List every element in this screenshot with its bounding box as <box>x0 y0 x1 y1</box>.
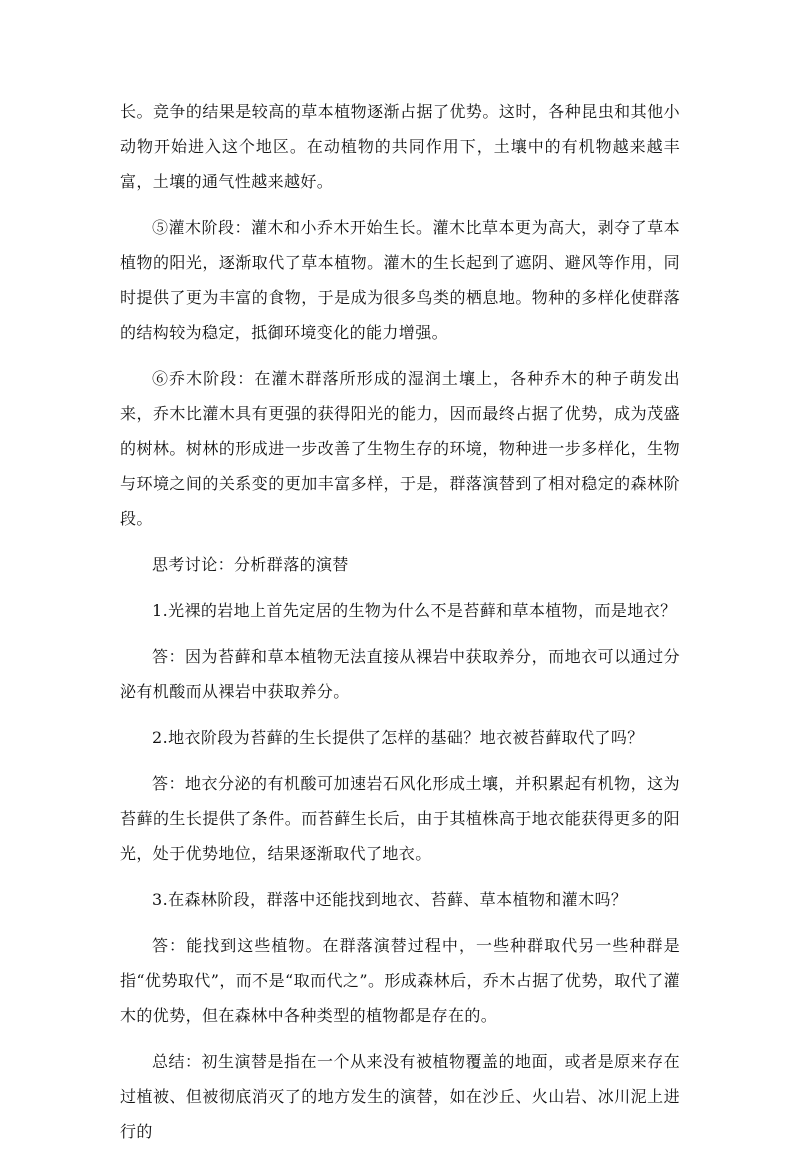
discussion-heading: 思考讨论：分析群落的演替 <box>152 555 349 574</box>
paragraph-tree-stage: ⑥乔木阶段：在灌木群落所形成的湿润土壤上，各种乔木的种子萌发出来，乔木比灌木具有更强的获得阳光的能力，因而最终占据了优势，成为茂盛的树林。树林的形成进一步改善了生物生存的环境，物种进一步多样化，生物与环境之间的关系变的更加丰富多样，于是，群落演替到了相对稳定的森林阶段。 <box>120 369 680 528</box>
paragraph-grassland-continuation: 长。竞争的结果是较高的草本植物逐渐占据了优势。这时，各种昆虫和其他小动物开始进入这个地区。在动植物的共同作用下，土壤中的有机物越来越丰富，土壤的通气性越来越好。 <box>120 102 680 191</box>
question-1: 1.光裸的岩地上首先定居的生物为什么不是苔藓和草本植物，而是地衣？ <box>152 601 677 620</box>
question-3: 3.在森林阶段，群落中还能找到地衣、苔藓、草本植物和灌木吗？ <box>152 890 628 909</box>
answer-1: 答：因为苔藓和草本植物无法直接从裸岩中获取养分，而地衣可以通过分泌有机酸而从裸岩中获取养分。 <box>120 647 680 701</box>
summary-paragraph: 总结：初生演替是指在一个从来没有被植物覆盖的地面，或者是原来存在过植被、但被彻底消灭了的地方发生的演替，如在沙丘、火山岩、冰川泥上进行的 <box>120 1052 680 1141</box>
answer-2: 答：地衣分泌的有机酸可加速岩石风化形成土壤，并积累起有机物，这为苔藓的生长提供了条件。而苔藓生长后，由于其植株高于地衣能获得更多的阳光，处于优势地位，结果逐渐取代了地衣。 <box>120 774 680 863</box>
question-2: 2.地衣阶段为苔藓的生长提供了怎样的基础？地衣被苔藓取代了吗？ <box>152 728 644 747</box>
document-page <box>120 94 680 1149</box>
answer-3: 答：能找到这些植物。在群落演替过程中，一些种群取代另一些种群是指“优势取代”，而不是“取而代之”。形成森林后，乔木占据了优势，取代了灌木的优势，但在森林中各种类型的植物都是存在的。 <box>120 936 680 1025</box>
paragraph-shrub-stage: ⑤灌木阶段：灌木和小乔木开始生长。灌木比草本更为高大，剥夺了草本植物的阳光，逐渐取代了草本植物。灌木的生长起到了遮阴、避风等作用，同时提供了更为丰富的食物，于是成为很多鸟类的栖息地。物种的多样化使群落的结构较为稳定，抵御环境变化的能力增强。 <box>120 218 680 342</box>
